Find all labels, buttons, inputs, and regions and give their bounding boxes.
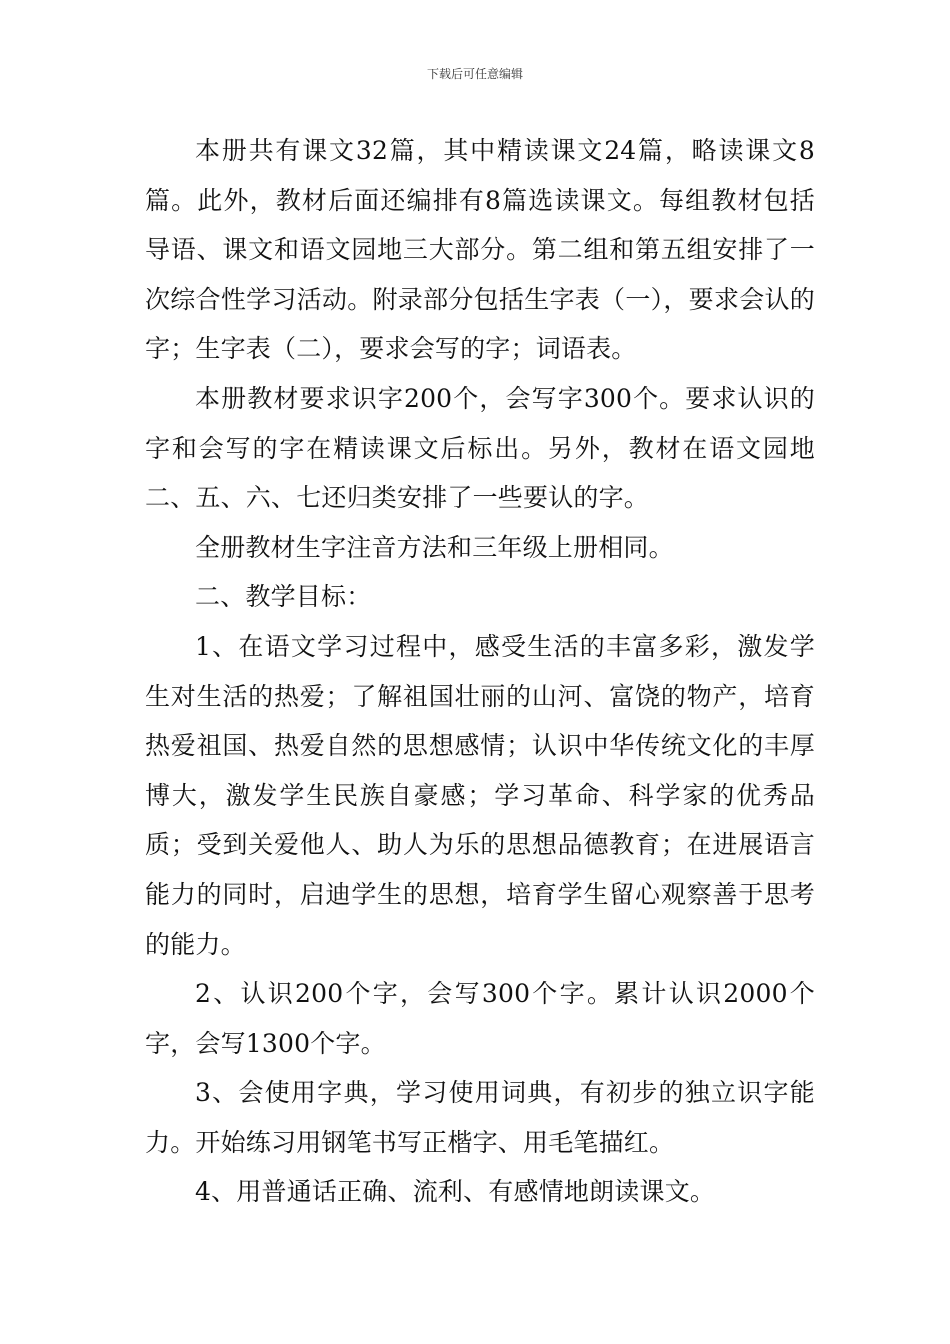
paragraph-literacy-requirements: 本册教材要求识字200个，会写字300个。要求认识的字和会写的字在精读课文后标出。另外，教材在语文园地二、五、六、七还归类安排了一些要认的字。 <box>145 383 815 513</box>
paragraph-textbook-overview: 本册共有课文32篇，其中精读课文24篇，略读课文8篇。此外，教材后面还编排有8篇选读课文。每组教材包括导语、课文和语文园地三大部分。第二组和第五组安排了一次综合性学习活动。附录部分包括生字表（一），要求会认的字；生字表（二），要求会写的字；词语表。 <box>145 136 815 364</box>
goal-item-1: 1、在语文学习过程中，感受生活的丰富多彩，激发学生对生活的热爱；了解祖国壮丽的山河、富饶的物产，培育热爱祖国、热爱自然的思想感情；认识中华传统文化的丰厚博大，激发学生民族自豪感；学习革命、科学家的优秀品质；受到关爱他人、助人为乐的思想品德教育；在进展语言能力的同时，启迪学生的思想，培育学生留心观察善于思考的能力。 <box>145 631 815 959</box>
paragraph-phonetic-method: 全册教材生字注音方法和三年级上册相同。 <box>195 532 674 562</box>
section-heading-teaching-goals: 二、教学目标： <box>195 582 372 612</box>
goal-item-3: 3、会使用字典，学习使用词典，有初步的独立识字能力。开始练习用钢笔书写正楷字、用毛笔描红。 <box>145 1078 815 1157</box>
goal-item-4: 4、用普通话正确、流利、有感情地朗读课文。 <box>195 1177 716 1207</box>
goal-item-2: 2、认识200个字，会写300个字。累计认识2000个字，会写1300个字。 <box>145 979 815 1058</box>
page-header: 下载后可任意编辑 <box>426 67 523 81</box>
document-body <box>145 126 815 1217</box>
